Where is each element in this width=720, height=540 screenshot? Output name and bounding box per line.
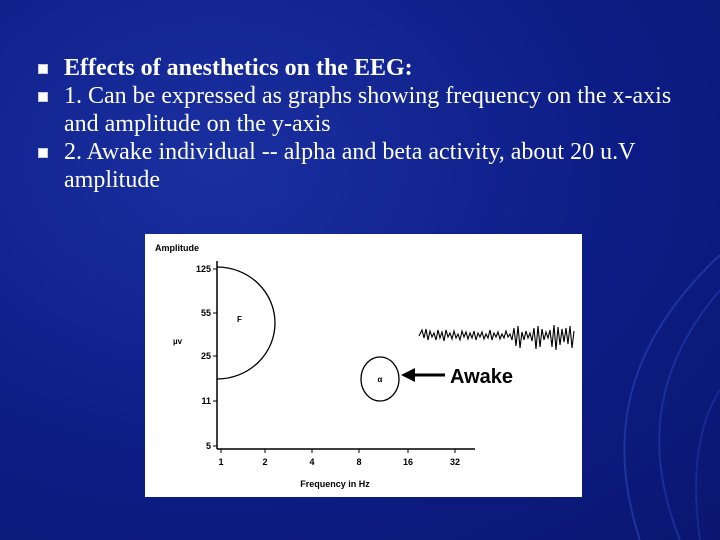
region-alpha-label: α <box>377 375 383 384</box>
y-tick-label: 125 <box>195 264 211 274</box>
y-tick-label: 25 <box>200 351 211 361</box>
y-tick-label: 11 <box>201 396 211 406</box>
square-bullet-icon <box>38 148 48 158</box>
square-bullet-icon <box>38 64 48 74</box>
y-unit-label: µv <box>173 337 183 346</box>
y-tick-label: 55 <box>200 308 211 318</box>
bullet-text: Effects of anesthetics on the EEG: <box>64 55 413 81</box>
bullet-item <box>36 54 686 82</box>
eeg-figure <box>145 234 582 497</box>
region-f-label: F <box>237 315 242 324</box>
x-tick-label: 1 <box>218 457 224 467</box>
x-tick-label: 4 <box>309 457 315 467</box>
left-arrow-icon <box>401 368 445 382</box>
amplitude-title: Amplitude <box>155 243 199 253</box>
bullet-text: 1. Can be expressed as graphs showing frequency on the x-axis and amplitude on the y-axis <box>64 83 672 137</box>
bullet-item <box>36 138 686 194</box>
x-tick-label: 8 <box>356 457 362 467</box>
x-tick-label: 2 <box>262 457 268 467</box>
bullet-text: 2. Awake individual -- alpha and beta activity, about 20 u.V amplitude <box>64 139 635 193</box>
x-tick-label: 32 <box>449 457 461 467</box>
x-tick-label: 16 <box>402 457 414 467</box>
bullet-list <box>36 54 686 194</box>
bullet-item <box>36 82 686 138</box>
square-bullet-icon <box>38 92 48 102</box>
eeg-waveform <box>419 325 574 350</box>
y-tick-label: 5 <box>205 441 211 451</box>
awake-label: Awake <box>450 366 514 388</box>
x-axis-label: Frequency in Hz <box>300 479 370 489</box>
region-f-curve <box>217 267 275 379</box>
